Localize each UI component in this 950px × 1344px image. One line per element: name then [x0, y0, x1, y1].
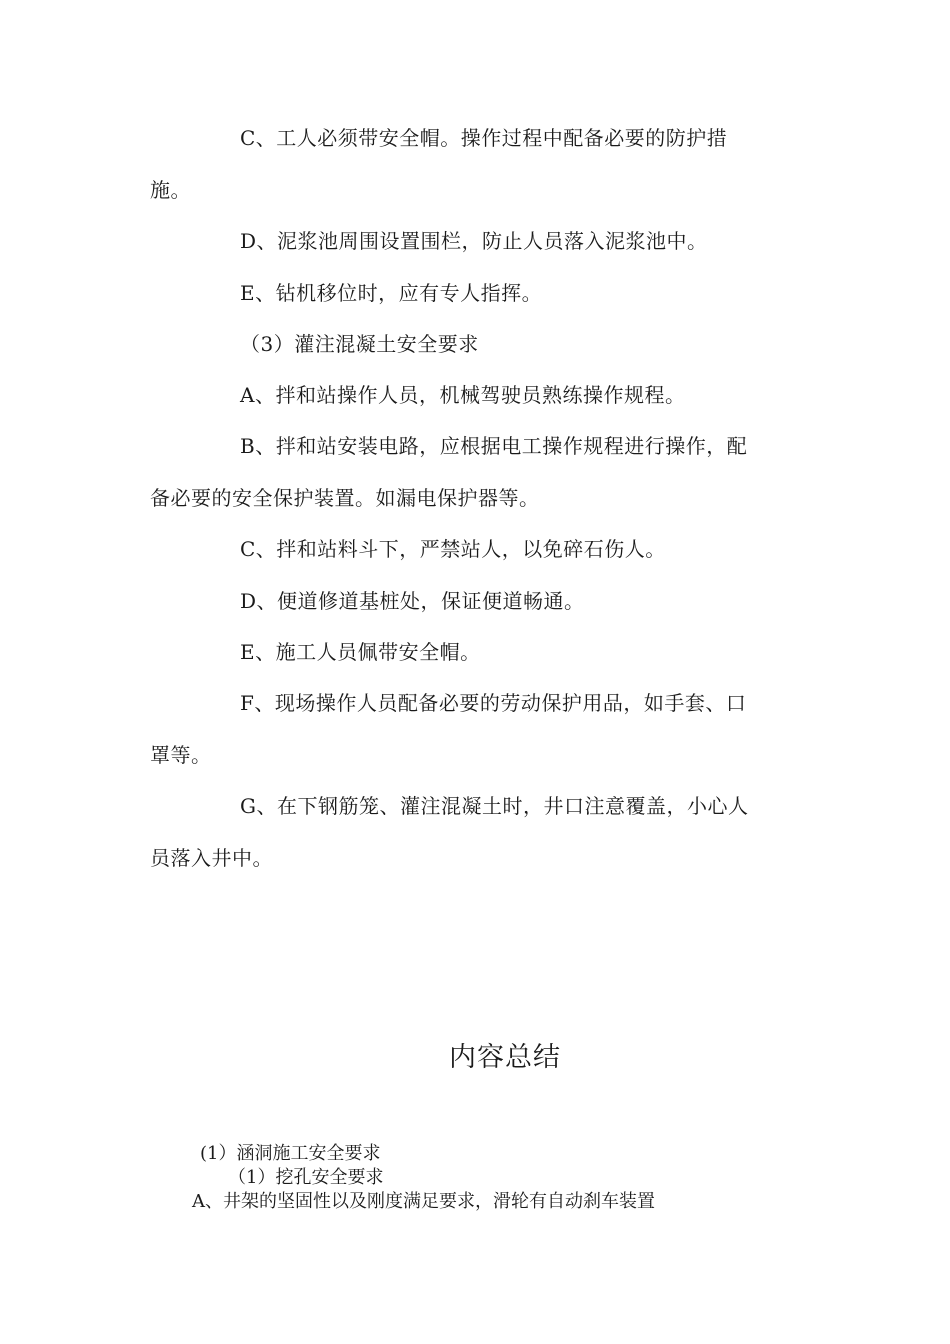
- section-3-heading: （3）灌注混凝土安全要求: [240, 332, 479, 356]
- paragraph-d: D、泥浆池周围设置围栏，防止人员落入泥浆池中。: [240, 229, 708, 253]
- paragraph-b-line-1: B、拌和站安装电路，应根据电工操作规程进行操作，配: [240, 434, 748, 458]
- paragraph-g-line-1: G、在下钢筋笼、灌注混凝土时，井口注意覆盖，小心人: [240, 794, 749, 818]
- paragraph-f-line-1: F、现场操作人员配备必要的劳动保护用品，如手套、口: [240, 691, 747, 715]
- paragraph-g-line-2: 员落入井中。: [150, 846, 273, 870]
- paragraph-b-line-2: 备必要的安全保护装置。如漏电保护器等。: [150, 486, 540, 510]
- paragraph-c-line-1: C、工人必须带安全帽。操作过程中配备必要的防护措: [240, 126, 728, 150]
- paragraph-d2: D、便道修道基桩处，保证便道畅通。: [240, 589, 585, 613]
- paragraph-a: A、拌和站操作人员，机械驾驶员熟练操作规程。: [240, 383, 686, 407]
- paragraph-f-line-2: 罩等。: [150, 743, 212, 767]
- paragraph-c-line-2: 施。: [150, 178, 191, 202]
- summary-item-2: （1）挖孔安全要求: [228, 1167, 384, 1188]
- summary-item-1: (1）涵洞施工安全要求: [200, 1143, 381, 1164]
- paragraph-c2: C、拌和站料斗下，严禁站人，以免碎石伤人。: [240, 537, 666, 561]
- paragraph-e: E、钻机移位时，应有专人指挥。: [240, 281, 543, 305]
- summary-title: 内容总结: [449, 1042, 561, 1073]
- summary-item-3: A、井架的坚固性以及刚度满足要求，滑轮有自动刹车装置: [192, 1191, 655, 1212]
- paragraph-e2: E、施工人员佩带安全帽。: [240, 640, 481, 664]
